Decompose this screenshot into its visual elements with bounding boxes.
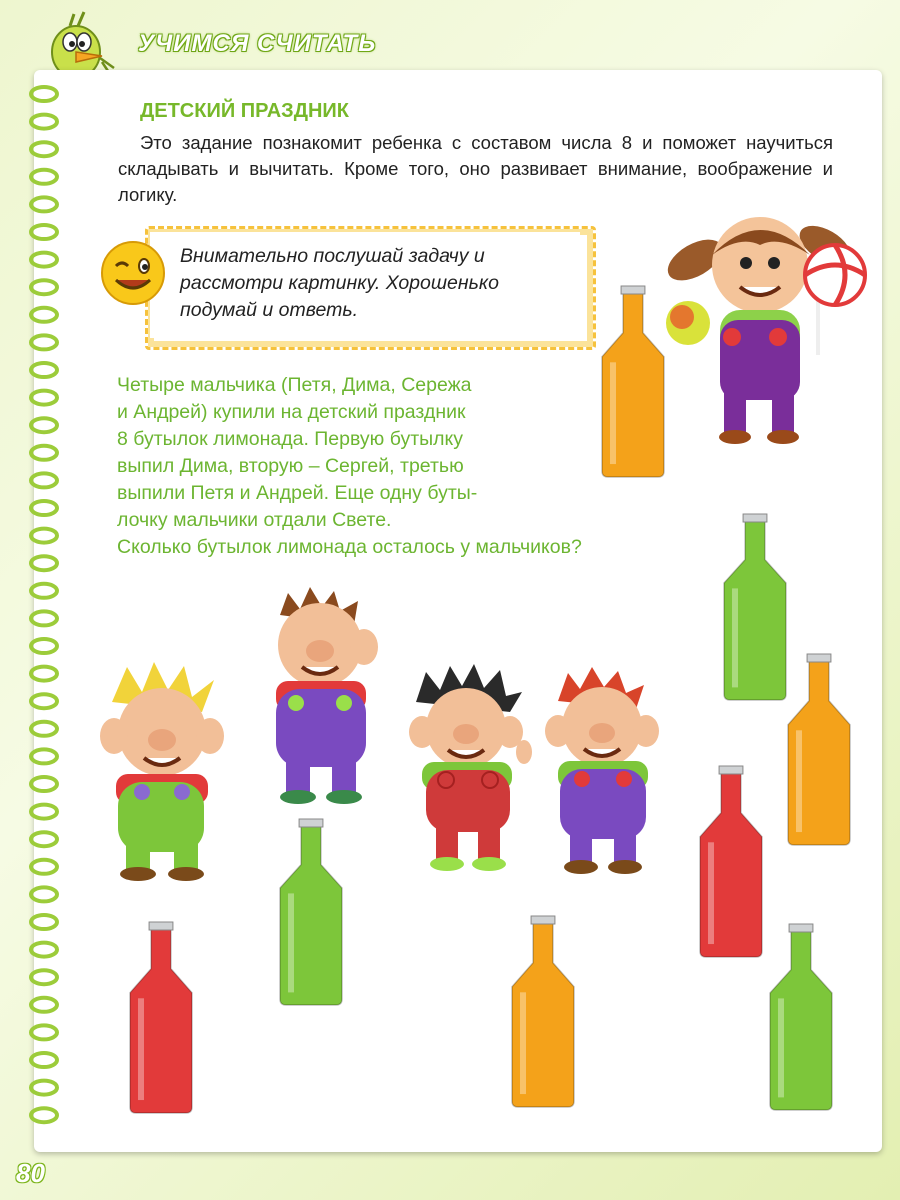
header-title: УЧИМСЯ СЧИТАТЬ <box>138 30 377 57</box>
instruction-line: рассмотри картинку. Хорошенько <box>180 272 499 294</box>
task-line: лочку мальчики отдали Свете. <box>117 509 392 531</box>
bottle-green-right-top <box>724 514 786 700</box>
bottle-orange-right <box>788 654 850 845</box>
task-line: и Андрей) купили на детский праздник <box>117 401 466 423</box>
page-number: 80 <box>16 1158 45 1188</box>
instruction-line: подумай и ответь. <box>180 299 359 321</box>
section-title: ДЕТСКИЙ ПРАЗДНИК <box>140 100 349 122</box>
intro-paragraph: Это задание познакомит ребенка с составом числа 8 и поможет научиться складывать и вычитать. Кроме того, оно развивает внимание, воображение и логику. <box>118 132 833 205</box>
instruction-line: Внимательно послушай задачу и <box>180 245 485 267</box>
bottle-orange-top <box>602 286 664 477</box>
bottle-green-center <box>280 819 342 1005</box>
bottle-green-bottom-right <box>770 924 832 1110</box>
task-line: выпили Петя и Андрей. Еще одну буты- <box>117 482 478 504</box>
task-line: 8 бутылок лимонада. Первую бутылку <box>117 428 464 450</box>
bottle-red-right <box>700 766 762 957</box>
bottle-orange-bottom <box>512 916 574 1107</box>
bottle-red-bottom-left <box>130 922 192 1113</box>
task-line: Четыре мальчика (Петя, Дима, Сережа <box>117 374 472 396</box>
task-line: выпил Дима, вторую – Сергей, третью <box>117 455 464 477</box>
task-line: Сколько бутылок лимонада осталось у мальчиков? <box>117 536 582 558</box>
